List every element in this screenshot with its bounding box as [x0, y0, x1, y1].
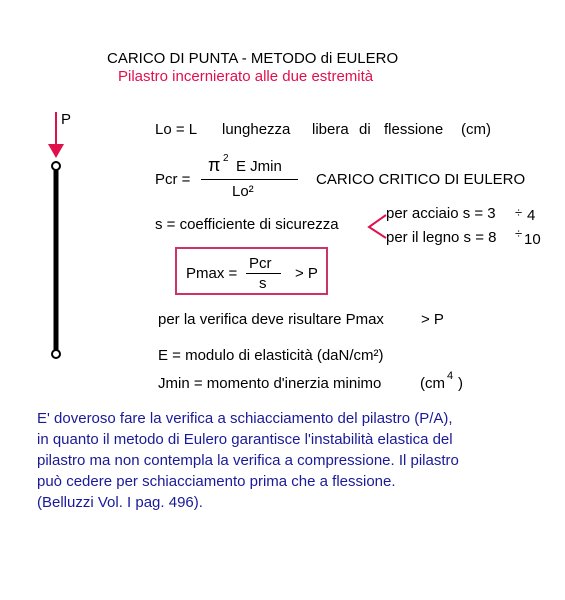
- jmin-close: ): [458, 375, 463, 392]
- s-steel: per acciaio s = 3: [386, 205, 496, 222]
- e-definition: E = modulo di elasticità (daN/cm²): [158, 347, 384, 364]
- note-paragraph: [37, 408, 459, 513]
- jmin-definition: Jmin = momento d'inerzia minimo: [158, 375, 382, 392]
- s-definition: s = coefficiente di sicurezza: [155, 216, 339, 233]
- brace-icon: [366, 212, 388, 240]
- column-diagram: [40, 108, 80, 368]
- s-wood-max: 10: [524, 231, 541, 248]
- pmax-lhs: Pmax =: [186, 265, 238, 282]
- jmin-exponent: 4: [447, 370, 454, 382]
- note-line: pilastro ma non contempla la verifica a compressione. Il pilastro: [37, 452, 459, 469]
- pcr-lhs: Pcr =: [155, 171, 191, 188]
- lo-desc-3: di: [359, 121, 371, 138]
- s-steel-div: ÷: [515, 205, 523, 220]
- note-line: E' doveroso fare la verifica a schiacciamento del pilastro (P/A),: [37, 410, 453, 427]
- note-line: può cedere per schiacciamento prima che a flessione.: [37, 473, 396, 490]
- pmax-rhs: > P: [295, 265, 318, 282]
- pi-exponent: 2: [223, 153, 229, 164]
- verify-rhs: > P: [421, 311, 444, 328]
- pcr-numerator: E Jmin: [236, 158, 282, 175]
- bottom-hinge-icon: [52, 350, 60, 358]
- lo-desc-5: (cm): [461, 121, 491, 138]
- verify-text: per la verifica deve risultare Pmax: [158, 311, 384, 328]
- lo-desc-4: flessione: [384, 121, 444, 138]
- pcr-fraction-line: [201, 179, 298, 180]
- top-hinge-icon: [52, 162, 60, 170]
- load-arrow-head: [48, 144, 64, 158]
- pi-symbol: π: [208, 155, 221, 175]
- pmax-fraction-line: [246, 273, 281, 274]
- s-steel-max: 4: [527, 207, 536, 224]
- page-title: CARICO DI PUNTA - METODO di EULERO: [107, 50, 399, 67]
- lo-desc-2: libera: [312, 121, 349, 138]
- s-wood: per il legno s = 8: [386, 229, 497, 246]
- s-wood-div: ÷: [515, 226, 523, 241]
- load-label: P: [61, 111, 72, 128]
- pcr-denominator: Lo²: [232, 183, 254, 200]
- page-subtitle: Pilastro incernierato alle due estremità: [118, 68, 374, 85]
- pcr-desc: CARICO CRITICO DI EULERO: [316, 171, 526, 188]
- note-line: in quanto il metodo di Eulero garantisce l'instabilità elastica del: [37, 431, 453, 448]
- pmax-numerator: Pcr: [249, 255, 272, 272]
- pmax-denominator: s: [259, 275, 267, 292]
- note-line: (Belluzzi Vol. I pag. 496).: [37, 494, 203, 511]
- lo-desc-1: lunghezza: [222, 121, 291, 138]
- jmin-unit: (cm: [420, 375, 445, 392]
- lo-formula: Lo = L: [155, 121, 198, 138]
